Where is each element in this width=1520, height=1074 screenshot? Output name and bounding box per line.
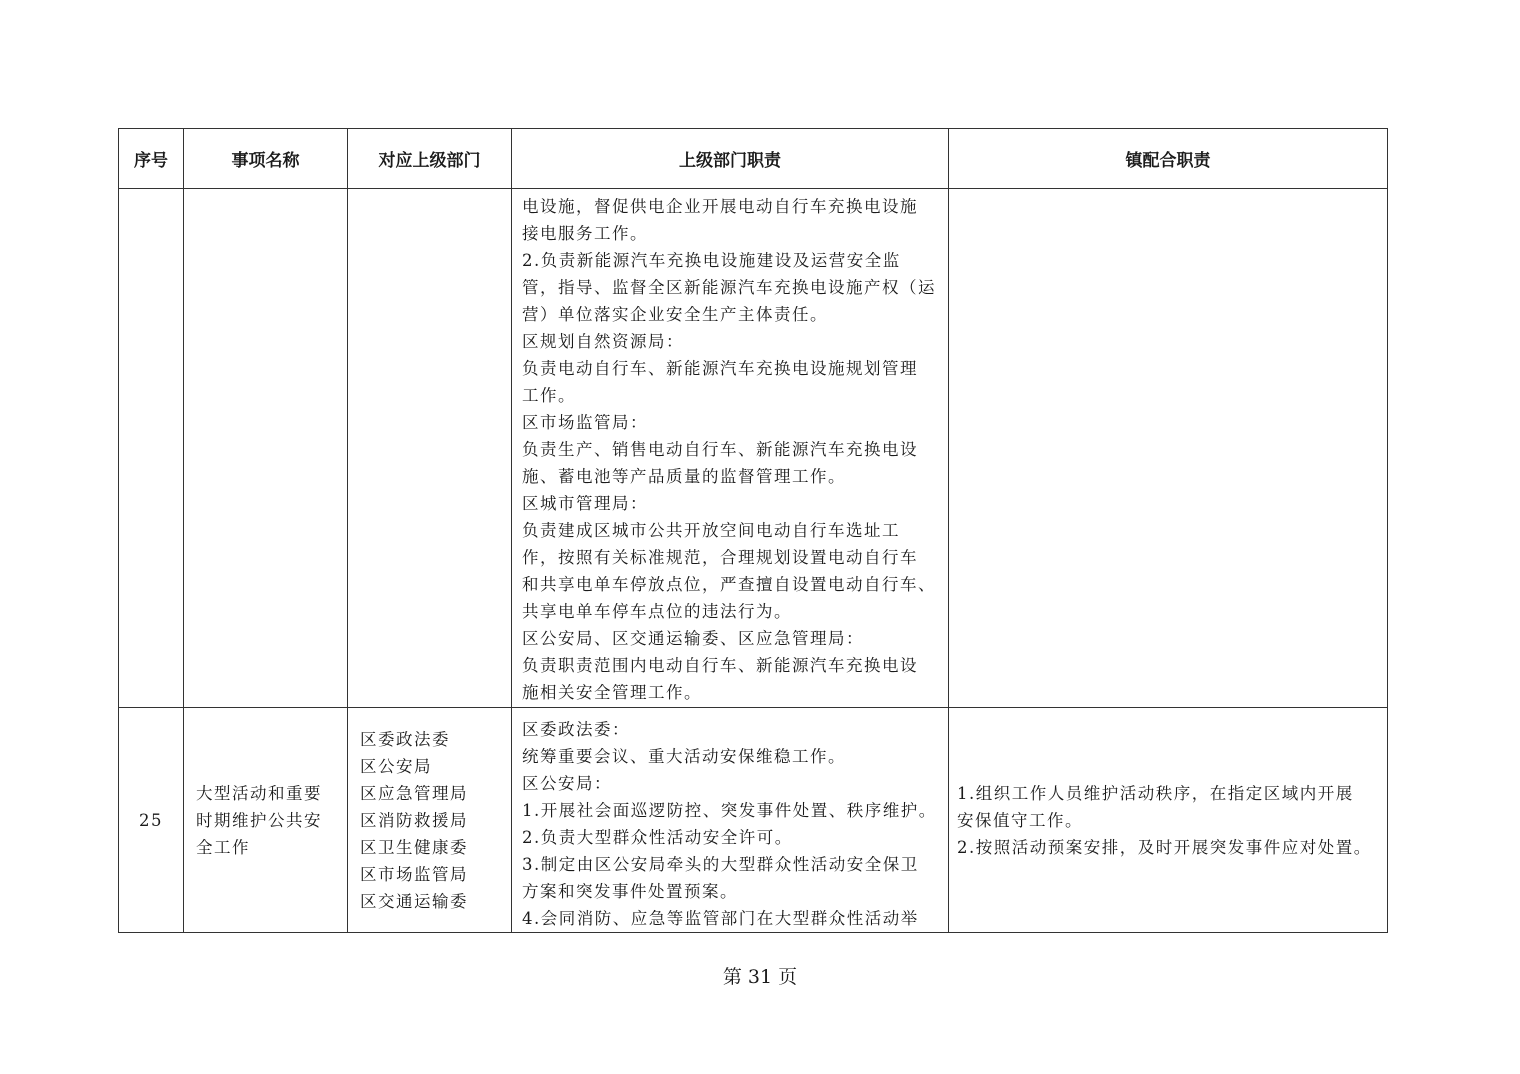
department-line: 区市场监管局 bbox=[360, 864, 468, 884]
duty-text-line: 1.开展社会面巡逻防控、突发事件处置、秩序维护。 bbox=[522, 801, 937, 820]
department-line: 区公安局 bbox=[360, 756, 432, 776]
duty-text-line: 区城市管理局： bbox=[522, 494, 648, 513]
duty-text-line: 负责职责范围内电动自行车、新能源汽车充换电设 bbox=[522, 656, 918, 675]
duty-text-line: 区公安局： bbox=[522, 774, 612, 793]
duty-text-line: 接电服务工作。 bbox=[522, 224, 648, 243]
continuation-row bbox=[119, 189, 1388, 708]
duty-table bbox=[118, 128, 1388, 933]
duty-text-line: 4.会同消防、应急等监管部门在大型群众性活动举 bbox=[522, 909, 919, 928]
duty-text-line: 电设施，督促供电企业开展电动自行车充换电设施 bbox=[522, 197, 918, 216]
duty-text-line: 和共享电单车停放点位，严查擅自设置电动自行车、 bbox=[522, 575, 936, 594]
header-item-name: 事项名称 bbox=[184, 129, 348, 189]
item-name-line: 大型活动和重要 bbox=[196, 783, 322, 803]
cont-name-cell bbox=[184, 189, 348, 708]
duty-text-line: 统筹重要会议、重大活动安保维稳工作。 bbox=[522, 747, 846, 766]
duty-text-line: 作，按照有关标准规范，合理规划设置电动自行车 bbox=[522, 548, 918, 567]
department-line: 区消防救援局 bbox=[360, 810, 468, 830]
duty-text-line: 施、蓄电池等产品质量的监督管理工作。 bbox=[522, 467, 846, 486]
header-row bbox=[119, 129, 1388, 189]
cont-number-cell bbox=[119, 189, 184, 708]
department-line: 区交通运输委 bbox=[360, 891, 468, 911]
town-duty-line: 1.组织工作人员维护活动秩序，在指定区域内开展 bbox=[957, 783, 1354, 803]
page-number: 第 31 页 bbox=[722, 966, 798, 988]
cont-depts-cell bbox=[348, 189, 512, 708]
department-line: 区委政法委 bbox=[360, 729, 450, 749]
row-departments bbox=[348, 708, 512, 933]
duty-text-line: 3.制定由区公安局牵头的大型群众性活动安全保卫 bbox=[522, 855, 919, 874]
duty-text-line: 负责生产、销售电动自行车、新能源汽车充换电设 bbox=[522, 440, 918, 459]
department-line: 区应急管理局 bbox=[360, 783, 468, 803]
header-departments: 对应上级部门 bbox=[348, 129, 512, 189]
duty-text-line: 方案和突发事件处置预案。 bbox=[522, 882, 738, 901]
duty-text-line: 区市场监管局： bbox=[522, 413, 648, 432]
item-name-line: 时期维护公共安 bbox=[196, 810, 322, 830]
town-duty-line: 安保值守工作。 bbox=[957, 810, 1083, 830]
row-dept-duties bbox=[512, 708, 949, 933]
duty-text-line: 负责电动自行车、新能源汽车充换电设施规划管理 bbox=[522, 359, 918, 378]
duty-text-line: 管，指导、监督全区新能源汽车充换电设施产权（运 bbox=[522, 278, 936, 297]
table-row bbox=[119, 708, 1388, 933]
duty-text-line: 区公安局、区交通运输委、区应急管理局： bbox=[522, 629, 864, 648]
duty-text-line: 区委政法委： bbox=[522, 720, 630, 739]
cont-coop-cell bbox=[949, 189, 1388, 708]
duty-text-line: 施相关安全管理工作。 bbox=[522, 683, 702, 702]
duty-text-line: 负责建成区城市公共开放空间电动自行车选址工 bbox=[522, 521, 900, 540]
cont-duties-cell bbox=[512, 189, 949, 708]
header-town-duties: 镇配合职责 bbox=[949, 129, 1388, 189]
duty-text-line: 2.负责大型群众性活动安全许可。 bbox=[522, 828, 793, 847]
duty-text-line: 共享电单车停车点位的违法行为。 bbox=[522, 602, 792, 621]
duty-text-line: 工作。 bbox=[522, 386, 576, 405]
header-number: 序号 bbox=[119, 129, 184, 189]
header-dept-duties: 上级部门职责 bbox=[512, 129, 949, 189]
department-line: 区卫生健康委 bbox=[360, 837, 468, 857]
duty-text-line: 营）单位落实企业安全生产主体责任。 bbox=[522, 305, 828, 324]
item-name-line: 全工作 bbox=[196, 837, 250, 857]
duty-text-line: 2.负责新能源汽车充换电设施建设及运营安全监 bbox=[522, 251, 901, 270]
row-town-duties bbox=[949, 708, 1388, 933]
duty-text-line: 区规划自然资源局： bbox=[522, 332, 684, 351]
town-duty-line: 2.按照活动预案安排，及时开展突发事件应对处置。 bbox=[957, 837, 1372, 857]
row-number: 25 bbox=[119, 708, 184, 933]
row-item-name bbox=[184, 708, 348, 933]
